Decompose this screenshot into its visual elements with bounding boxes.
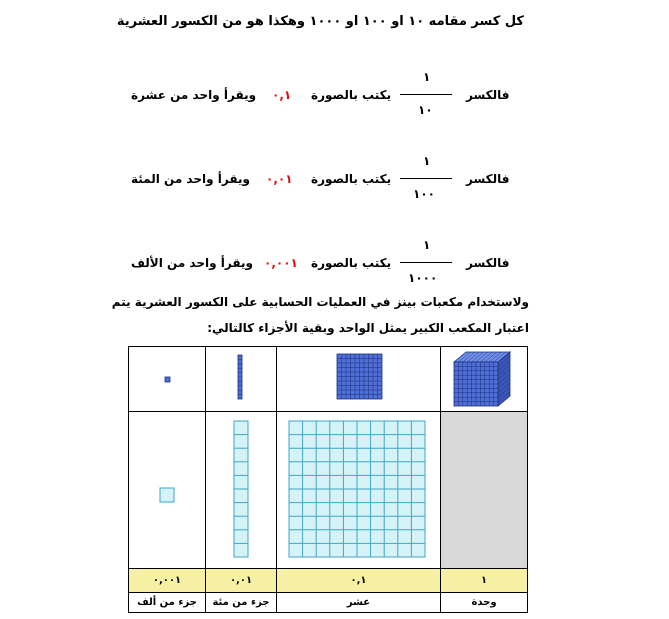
reads-as-label: ويقرأ واحد من المئة — [131, 172, 250, 186]
name-hundredth: جزء من مئة — [206, 593, 277, 613]
strip-icon — [206, 412, 276, 564]
reads-as-label: ويقرأ واحد من الألف — [131, 256, 253, 270]
value-hundredth: ٠,٠١ — [206, 569, 277, 593]
written-as-label: يكتب بالصورة — [311, 88, 392, 102]
large-cube-icon — [441, 347, 527, 407]
fraction-denominator: ١٠ — [418, 103, 433, 117]
written-as-label: يكتب بالصورة — [311, 172, 392, 186]
value-unit: ١ — [441, 569, 528, 593]
name-thousandth: جزء من ألف — [129, 593, 206, 613]
value-thousandth: ٠,٠٠١ — [129, 569, 206, 593]
fraction-numerator: ١ — [423, 154, 431, 168]
paragraph-line-1: ولاستخدام مكعبات بينز في العمليات الحسابية على الكسور العشرية يتم — [111, 295, 529, 309]
name-unit: وحدة — [441, 593, 528, 613]
written-as-label: يكتب بالصورة — [311, 256, 392, 270]
paragraph-line-2: اعتبار المكعب الكبير يمثل الواحد وبقية الأجزاء كالتالي: — [207, 321, 529, 335]
unit-cube-cell — [441, 347, 528, 412]
fraction-prefix: فالكسر — [466, 88, 510, 102]
decimal-value: ٠,٠١ — [266, 172, 293, 186]
flat-icon — [277, 347, 440, 407]
heading: كل كسر مقامه ١٠ او ١٠٠ او ١٠٠٠ وهكذا هو من الكسور العشرية — [116, 14, 524, 29]
hundredth-strip-cell — [206, 412, 277, 569]
small-square-icon — [129, 412, 205, 564]
tenth-flat-cell — [277, 347, 441, 412]
name-tenth: عشر — [277, 593, 441, 613]
reads-as-label: ويقرأ واحد من عشرة — [131, 88, 257, 102]
thousandth-cube-cell — [129, 347, 206, 412]
fraction-denominator: ١٠٠٠ — [408, 271, 438, 285]
unit-empty-cell — [441, 412, 528, 569]
fraction-bar — [400, 94, 452, 95]
hundredth-rod-cell — [206, 347, 277, 412]
base-ten-table — [128, 346, 528, 613]
decimal-value: ٠,١ — [272, 88, 292, 102]
fraction-numerator: ١ — [423, 70, 431, 84]
fraction-denominator: ١٠٠ — [413, 187, 435, 201]
fraction-bar — [400, 262, 452, 263]
value-tenth: ٠,١ — [277, 569, 441, 593]
decimal-value: ٠,٠٠١ — [264, 256, 298, 270]
grid-icon — [277, 412, 440, 564]
small-cube-icon — [129, 347, 205, 407]
tenth-grid-cell — [277, 412, 441, 569]
fraction-prefix: فالكسر — [466, 256, 510, 270]
thousandth-square-cell — [129, 412, 206, 569]
fraction-numerator: ١ — [423, 238, 431, 252]
fraction-bar — [400, 178, 452, 179]
rod-icon — [206, 347, 276, 407]
fraction-prefix: فالكسر — [466, 172, 510, 186]
